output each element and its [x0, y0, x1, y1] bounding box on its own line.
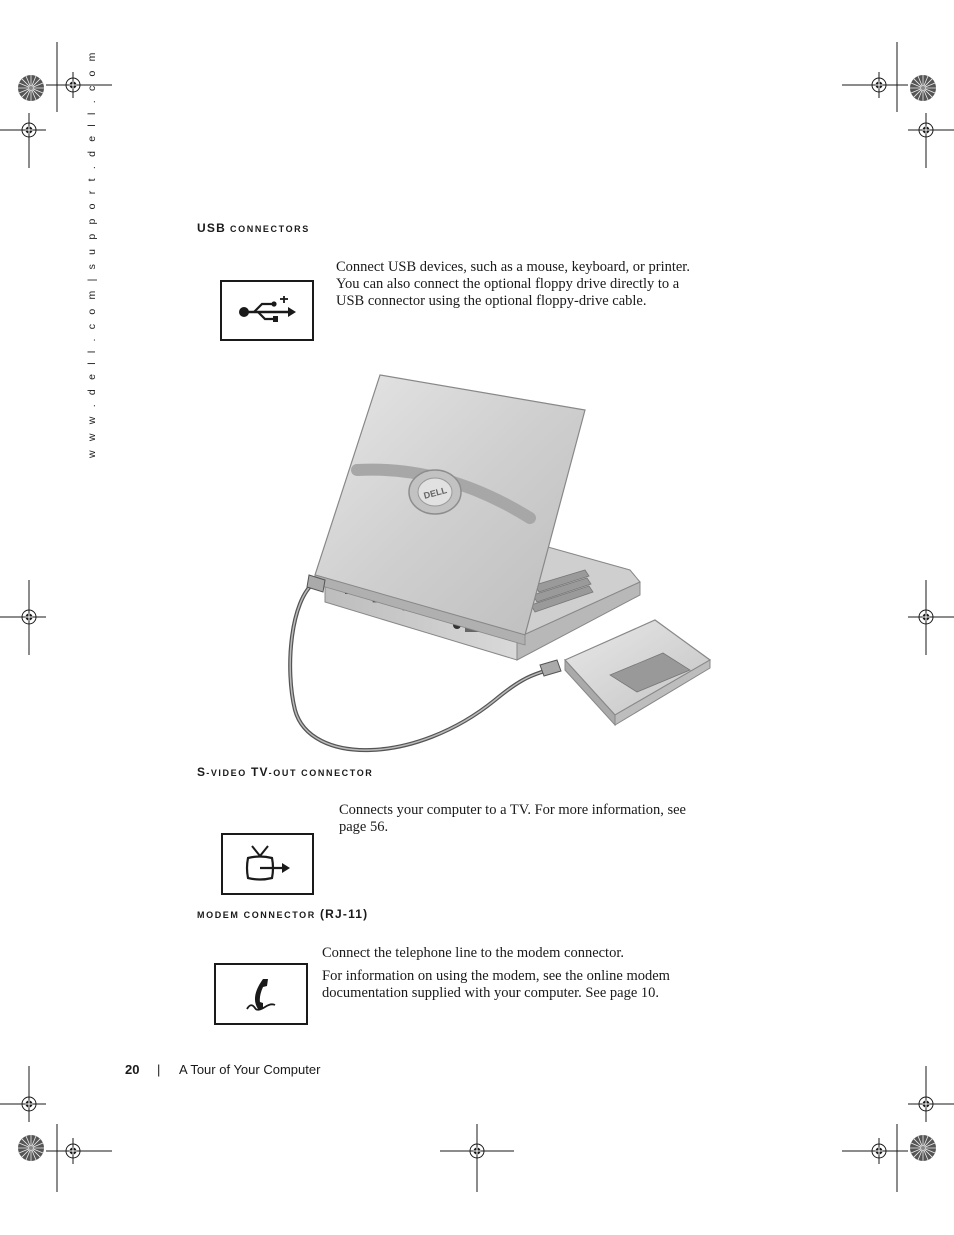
usb-section-heading [197, 221, 310, 235]
svideo-heading-video: -VIDEO [206, 768, 251, 778]
usb-description-line: USB connector using the optional floppy-drive cable. [336, 293, 647, 309]
laptop-illustration [285, 370, 715, 760]
page-number: 20 [125, 1062, 140, 1077]
telephone-icon-box [214, 963, 308, 1025]
svideo-description-line: page 56. [339, 819, 389, 835]
svideo-heading-out: -OUT CONNECTOR [268, 768, 374, 778]
footer-separator: | [157, 1062, 161, 1077]
svideo-heading-tv: TV [250, 765, 269, 779]
tv-out-icon [244, 844, 292, 884]
usb-description [336, 259, 716, 310]
svideo-description-line: Connects your computer to a TV. For more information, see [339, 802, 686, 818]
usb-icon [236, 296, 298, 326]
modem-description-p1: Connect the telephone line to the modem connector. [322, 945, 624, 961]
modem-heading-main: (RJ-11) [319, 907, 369, 921]
dell-logo: DELL [422, 485, 448, 501]
usb-heading-small: CONNECTORS [225, 224, 310, 234]
usb-icon-box [220, 280, 314, 341]
sidebar-url-text: w w w . d e l l . c o m | s u p p o r t . d e l l . c o m [86, 49, 98, 458]
modem-description-line: For information on using the modem, see the online modem [322, 968, 670, 984]
usb-description-line: Connect USB devices, such as a mouse, keyboard, or printer. [336, 259, 690, 275]
svideo-description [339, 802, 709, 836]
tv-out-icon-box [221, 833, 314, 895]
modem-description-line: documentation supplied with your computer. See page 10. [322, 985, 660, 1001]
modem-section-heading [197, 907, 368, 921]
modem-description [322, 945, 702, 1002]
modem-heading-small: MODEM CONNECTOR [197, 910, 320, 920]
telephone-icon [241, 974, 281, 1014]
usb-heading-main: USB [197, 221, 226, 235]
usb-description-line: You can also connect the optional floppy drive directly to a [336, 276, 680, 292]
chapter-title: A Tour of Your Computer [179, 1062, 321, 1077]
svideo-heading-s: S [197, 765, 207, 779]
svideo-section-heading [197, 765, 373, 779]
